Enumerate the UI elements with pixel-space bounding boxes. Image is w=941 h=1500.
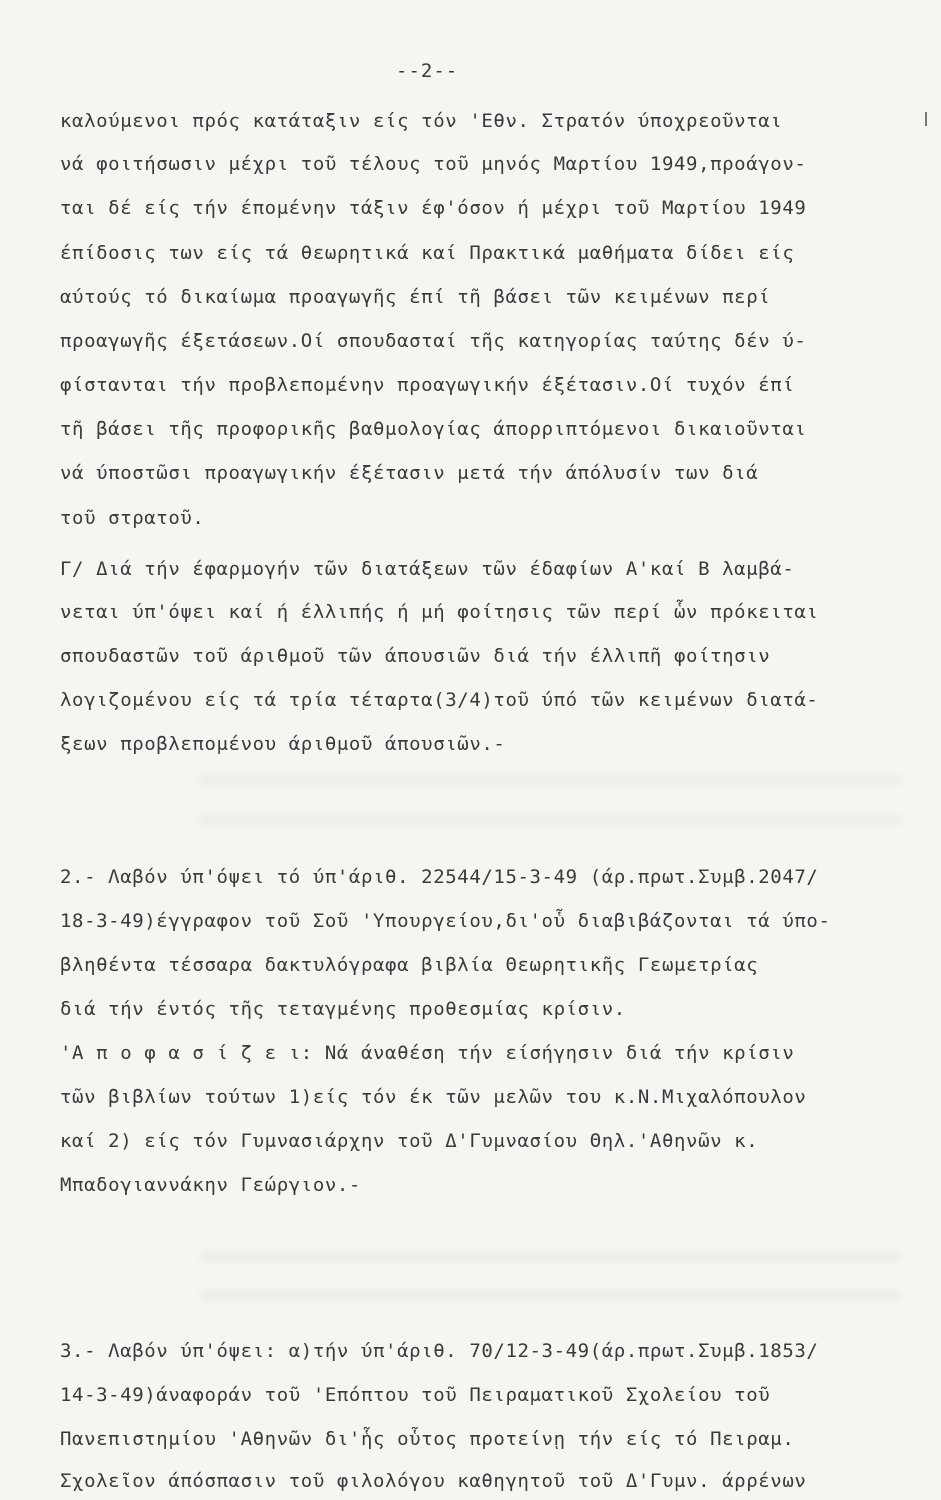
bleed-through xyxy=(200,1290,900,1300)
text-line: νά ύποστῶσι προαγωγικήν έξέτασιν μετά τήν άπόλυσίν των διά xyxy=(60,462,759,484)
text-line: νεται ύπ'όψει καί ή έλλιπής ή μή φοίτησις τῶν περί ὧν πρόκειται xyxy=(60,601,819,623)
text-line: 18-3-49)έγγραφον τοῦ Σοῦ 'Υπουργείου,δι'οὗ διαβιβάζονται τά ύπο- xyxy=(60,910,831,932)
text-line: νά φοιτήσωσιν μέχρι τοῦ τέλους τοῦ μηνός Μαρτίου 1949,προάγον- xyxy=(60,153,807,175)
text-line: 'Α π ο φ α σ ί ζ ε ι: Νά άναθέση τήν είσήγησιν διά τήν κρίσιν xyxy=(60,1042,795,1064)
text-line: καλούμενοι πρός κατάταξιν είς τόν 'Εθν. Στρατόν ύποχρεοῦνται xyxy=(60,110,783,132)
text-line: Πανεπιστημίου 'Αθηνῶν δι'ἧς οὗτος προτείνῃ τήν είς τό Πειραμ. xyxy=(60,1428,795,1450)
text-line: λογιζομένου είς τά τρία τέταρτα(3/4)τοῦ ύπό τῶν κειμένων διατά- xyxy=(60,689,819,711)
text-line: σπουδαστῶν τοῦ άριθμοῦ τῶν άπουσιῶν διά τήν έλλιπῆ φοίτησιν xyxy=(60,645,771,667)
page-number: --2-- xyxy=(396,60,459,82)
text-line: 2.- Λαβόν ύπ'όψει τό ύπ'άριθ. 22544/15-3-49 (άρ.πρωτ.Συμβ.2047/ xyxy=(60,866,819,888)
text-line: τῶν βιβλίων τούτων 1)είς τόν έκ τῶν μελῶν του κ.Ν.Μιχαλόπουλον xyxy=(60,1086,807,1108)
text-line: ται δέ είς τήν έπομένην τάξιν έφ'όσον ή μέχρι τοῦ Μαρτίου 1949 xyxy=(60,197,807,219)
text-line: αύτούς τό δικαίωμα προαγωγῆς έπί τῆ βάσει τῶν κειμένων περί xyxy=(60,286,771,308)
text-line: Γ/ Διά τήν έφαρμογήν τῶν διατάξεων τῶν έδαφίων Α'καί Β λαμβά- xyxy=(60,558,795,580)
text-line: Σχολεῖον άπόσπασιν τοῦ φιλολόγου καθηγητοῦ τοῦ Δ'Γυμν. άρρένων xyxy=(60,1470,807,1492)
text-line: 3.- Λαβόν ύπ'όψει: α)τήν ύπ'άριθ. 70/12-3-49(άρ.πρωτ.Συμβ.1853/ xyxy=(60,1340,819,1362)
margin-mark xyxy=(925,112,927,126)
text-line: διά τήν έντός τῆς τεταγμένης προθεσμίας κρίσιν. xyxy=(60,998,626,1020)
text-line: προαγωγῆς έξετάσεων.Οί σπουδασταί τῆς κατηγορίας ταύτης δέν ύ- xyxy=(60,330,807,352)
text-line: καί 2) είς τόν Γυμνασιάρχην τοῦ Δ'Γυμνασίου Θηλ.'Αθηνῶν κ. xyxy=(60,1130,759,1152)
text-line: φίστανται τήν προβλεπομένην προαγωγικήν έξέτασιν.Οί τυχόν έπί xyxy=(60,374,795,396)
bleed-through xyxy=(200,775,900,785)
bleed-through xyxy=(200,1252,900,1262)
text-line: Μπαδογιαννάκην Γεώργιον.- xyxy=(60,1174,361,1196)
text-line: βληθέντα τέσσαρα δακτυλόγραφα βιβλία Θεωρητικῆς Γεωμετρίας xyxy=(60,954,759,976)
text-line: τῆ βάσει τῆς προφορικῆς βαθμολογίας άπορριπτόμενοι δικαιοῦνται xyxy=(60,418,807,440)
text-line: έπίδοσις των είς τά θεωρητικά καί Πρακτικά μαθήματα δίδει είς xyxy=(60,242,795,264)
text-line: ξεων προβλεπομένου άριθμοῦ άπουσιῶν.- xyxy=(60,733,506,755)
text-line: τοῦ στρατοῦ. xyxy=(60,507,205,529)
text-line: 14-3-49)άναφοράν τοῦ 'Επόπτου τοῦ Πειραματικοῦ Σχολείου τοῦ xyxy=(60,1384,771,1406)
bleed-through xyxy=(200,815,900,825)
